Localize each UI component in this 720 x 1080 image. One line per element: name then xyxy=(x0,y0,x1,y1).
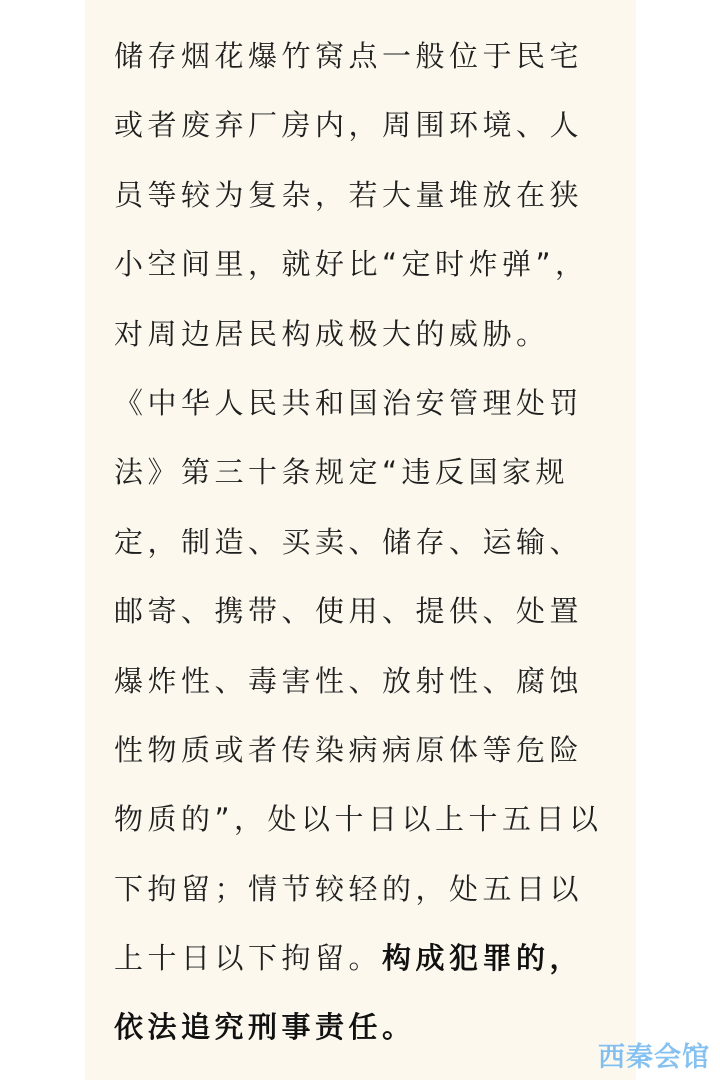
line-text: 小空间里，就好比“定时炸弹”， xyxy=(114,247,589,282)
line-text: 储存烟花爆竹窝点一般位于民宅 xyxy=(114,39,584,73)
article-line xyxy=(114,647,612,716)
line-text: 性物质或者传染病病原体等危险 xyxy=(114,732,584,767)
line-text: 物质的”，处以十日以上十五日以 xyxy=(114,802,603,837)
article-line xyxy=(114,508,612,577)
article-line xyxy=(114,577,612,646)
line-text: 下拘留；情节较轻的，处五日以 xyxy=(114,871,584,906)
article-line xyxy=(114,924,612,993)
line-bold-text: 依法追究刑事责任。 xyxy=(114,1010,416,1045)
article-line xyxy=(114,230,612,299)
article-line xyxy=(114,161,612,230)
article-line xyxy=(114,91,612,160)
line-text: 对周边居民构成极大的威胁。 xyxy=(114,316,550,351)
article-line xyxy=(114,300,612,369)
line-text: 员等较为复杂，若大量堆放在狭 xyxy=(114,177,584,212)
article-line xyxy=(114,855,612,924)
article-line xyxy=(114,22,612,91)
line-text: 或者废弃厂房内，周围环境、人 xyxy=(114,108,584,143)
article-line xyxy=(114,993,612,1062)
article-line xyxy=(114,716,612,785)
article-line xyxy=(114,369,612,438)
article-body xyxy=(114,22,612,1063)
line-text: 《中华人民共和国治安管理处罚 xyxy=(114,385,584,420)
line-text: 法》第三十条规定“违反国家规 xyxy=(114,455,570,490)
line-bold-text: 构成犯罪的， xyxy=(382,941,584,976)
line-text: 上十日以下拘留。 xyxy=(114,941,383,976)
line-text: 邮寄、携带、使用、提供、处置 xyxy=(114,594,584,629)
watermark-logo: 西秦会馆 xyxy=(598,1042,710,1073)
line-text: 爆炸性、毒害性、放射性、腐蚀 xyxy=(114,663,584,698)
article-line xyxy=(114,785,612,854)
article-line xyxy=(114,438,612,507)
line-text: 定，制造、买卖、储存、运输、 xyxy=(114,524,584,559)
